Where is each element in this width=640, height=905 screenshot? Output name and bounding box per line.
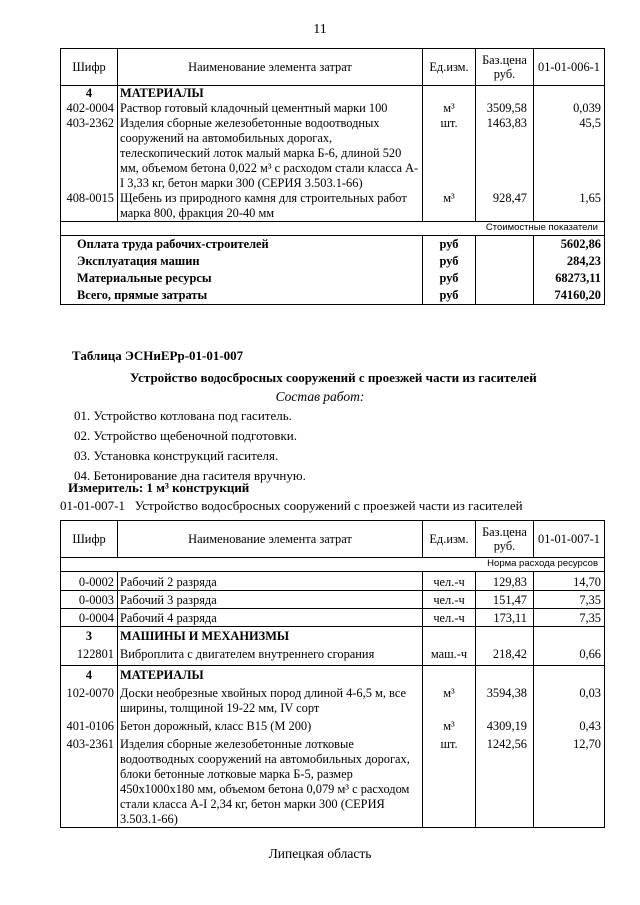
row-name: Бетон дорожный, класс B15 (М 200) <box>118 716 423 734</box>
section-code: 3 <box>61 627 118 645</box>
row-price: 151,47 <box>476 591 534 609</box>
table-title: Устройство водосбросных сооружений с проезжей части из гасителей <box>130 370 537 385</box>
works-list <box>74 406 306 486</box>
total-value: 74160,20 <box>534 287 605 305</box>
row-unit: м³ <box>423 716 476 734</box>
total-name: Материальные ресурсы <box>61 270 423 287</box>
total-row <box>61 236 605 254</box>
header-code: Шифр <box>61 49 118 86</box>
row-unit: шт. <box>423 734 476 828</box>
cost-table-01-01-006 <box>60 48 605 305</box>
row-unit: чел.-ч <box>423 591 476 609</box>
header-code: Шифр <box>61 521 118 558</box>
total-unit: руб <box>423 253 476 270</box>
row-norm: 14,70 <box>534 572 605 591</box>
separator-label: Стоимостные показатели <box>61 222 605 236</box>
row-name: Доски необрезные хвойных пород длиной 4-6,5 м, все ширины, толщиной 19-22 мм, IV сорт <box>118 683 423 716</box>
separator-row <box>61 558 605 572</box>
total-unit: руб <box>423 270 476 287</box>
row-norm: 7,35 <box>534 591 605 609</box>
row-name: Изделия сборные железобетонные водоотводных сооружений на автомобильных дорогах, телескопический лоток малый марка Б-6, длиной 520 мм, объемом бетона 0,022 м³ с расходом стали класса А-I 3,33 кг, бетон марки 300 (СЕРИЯ 3.503.1-66) <box>118 116 423 191</box>
row-norm: 0,039 <box>534 101 605 116</box>
work-item: 03. Установка конструкций гасителя. <box>74 448 279 463</box>
table-row <box>61 572 605 591</box>
table-row <box>61 644 605 666</box>
header-name: Наименование элемента затрат <box>118 49 423 86</box>
row-norm: 0,03 <box>534 683 605 716</box>
row-code: 401-0106 <box>61 716 118 734</box>
row-code: 102-0070 <box>61 683 118 716</box>
row-price: 1242,56 <box>476 734 534 828</box>
row-price: 129,83 <box>476 572 534 591</box>
row-unit: м³ <box>423 101 476 116</box>
total-row <box>61 253 605 270</box>
total-unit: руб <box>423 236 476 254</box>
table-row <box>61 591 605 609</box>
separator-row <box>61 222 605 236</box>
section-row-materials <box>61 86 605 102</box>
table-row <box>61 116 605 191</box>
row-price: 4309,19 <box>476 716 534 734</box>
meter-label: Измеритель: 1 м³ конструкций <box>68 480 250 495</box>
row-name: Щебень из природного камня для строительных работ марка 800, фракция 20-40 мм <box>118 191 423 222</box>
header-price: Баз.цена руб. <box>476 49 534 86</box>
table-row <box>61 734 605 828</box>
total-name: Оплата труда рабочих-строителей <box>61 236 423 254</box>
work-item: 04. Бетонирование дна гасителя вручную. <box>74 468 306 483</box>
row-name: Изделия сборные железобетонные лотковые водоотводных сооружений на автомобильных дорогах, блоки бетонные лотковые марка Б-5, размер 450x1000x180 мм, объемом бетона 0,079 м³ с расходом стали класса А-I 2,34 кг, бетон марки 300 (СЕРИЯ 3.503.1-66) <box>118 734 423 828</box>
cost-table-01-01-007 <box>60 520 605 828</box>
total-value: 5602,86 <box>534 236 605 254</box>
row-code: 0-0003 <box>61 591 118 609</box>
header-norm: 01-01-007-1 <box>534 521 605 558</box>
section-code: 4 <box>61 86 118 102</box>
row-price: 3509,58 <box>476 101 534 116</box>
total-value: 68273,11 <box>534 270 605 287</box>
work-item: 02. Устройство щебеночной подготовки. <box>74 428 297 443</box>
total-row <box>61 270 605 287</box>
row-code: 403-2362 <box>61 116 118 191</box>
work-item: 01. Устройство котлована под гаситель. <box>74 408 292 423</box>
row-description-text: Устройство водосбросных сооружений с проезжей части из гасителей <box>134 498 523 513</box>
separator-label: Норма расхода ресурсов <box>61 558 605 572</box>
row-unit: м³ <box>423 191 476 222</box>
section-row-machines <box>61 627 605 645</box>
row-description <box>60 498 523 514</box>
row-norm: 45,5 <box>534 116 605 191</box>
row-name: Рабочий 3 разряда <box>118 591 423 609</box>
header-name: Наименование элемента затрат <box>118 521 423 558</box>
row-code: 402-0004 <box>61 101 118 116</box>
row-unit: маш.-ч <box>423 644 476 666</box>
works-title: Состав работ: <box>275 389 365 404</box>
section-name: МАШИНЫ И МЕХАНИЗМЫ <box>118 627 423 645</box>
total-row <box>61 287 605 305</box>
row-name: Виброплита с двигателем внутреннего сгорания <box>118 644 423 666</box>
table-row <box>61 716 605 734</box>
row-price: 173,11 <box>476 609 534 627</box>
row-code: 122801 <box>61 644 118 666</box>
row-unit: м³ <box>423 683 476 716</box>
row-code: 0-0002 <box>61 572 118 591</box>
footer-region: Липецкая область <box>268 846 372 861</box>
row-code: 403-2361 <box>61 734 118 828</box>
row-name: Рабочий 4 разряда <box>118 609 423 627</box>
table-caption: Таблица ЭСНиЕРр-01-01-007 <box>72 348 244 363</box>
total-name: Эксплуатация машин <box>61 253 423 270</box>
total-name: Всего, прямые затраты <box>61 287 423 305</box>
header-price: Баз.цена руб. <box>476 521 534 558</box>
row-unit: шт. <box>423 116 476 191</box>
row-price: 928,47 <box>476 191 534 222</box>
row-description-code: 01-01-007-1 <box>60 498 125 513</box>
row-price: 3594,38 <box>476 683 534 716</box>
table-header <box>61 521 605 558</box>
table-row <box>61 191 605 222</box>
row-price: 1463,83 <box>476 116 534 191</box>
section-name: МАТЕРИАЛЫ <box>118 666 423 684</box>
section-row-materials <box>61 666 605 684</box>
row-name: Раствор готовый кладочный цементный марки 100 <box>118 101 423 116</box>
header-unit: Ед.изм. <box>423 49 476 86</box>
header-unit: Ед.изм. <box>423 521 476 558</box>
table-header <box>61 49 605 86</box>
table-row <box>61 101 605 116</box>
row-norm: 0,66 <box>534 644 605 666</box>
row-unit: чел.-ч <box>423 572 476 591</box>
row-name: Рабочий 2 разряда <box>118 572 423 591</box>
table-row <box>61 609 605 627</box>
section-name: МАТЕРИАЛЫ <box>118 86 423 102</box>
row-code: 408-0015 <box>61 191 118 222</box>
section-code: 4 <box>61 666 118 684</box>
table-row <box>61 683 605 716</box>
row-norm: 7,35 <box>534 609 605 627</box>
row-norm: 0,43 <box>534 716 605 734</box>
row-unit: чел.-ч <box>423 609 476 627</box>
row-code: 0-0004 <box>61 609 118 627</box>
row-price: 218,42 <box>476 644 534 666</box>
header-norm: 01-01-006-1 <box>534 49 605 86</box>
total-unit: руб <box>423 287 476 305</box>
total-value: 284,23 <box>534 253 605 270</box>
page-number: 11 <box>313 22 327 37</box>
row-norm: 1,65 <box>534 191 605 222</box>
row-norm: 12,70 <box>534 734 605 828</box>
